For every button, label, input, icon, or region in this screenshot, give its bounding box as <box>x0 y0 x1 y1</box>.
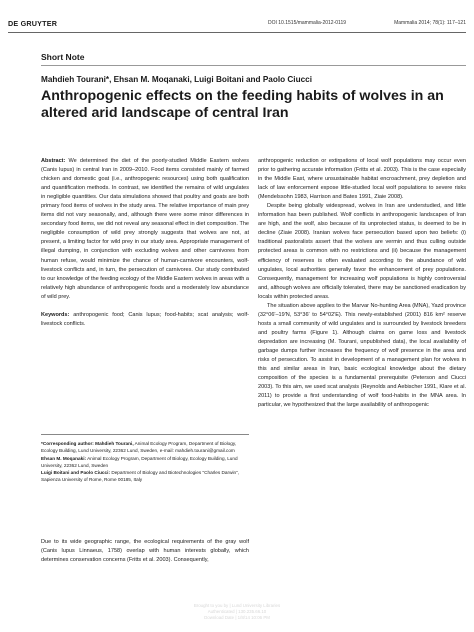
abstract <box>41 157 249 302</box>
corresponding-label: *Corresponding author: Mahdieh Tourani, <box>41 441 134 446</box>
section-label: Short Note <box>41 52 85 62</box>
body-paragraph-3: The situation above applies to the Marvar No-hunting Area (MNA), Yazd province (32°06′–19′N, 53°36′ to 54°02′E). This newly-established (2001) 816 km² reserve hosts a small community of wild ungulates and is surrounded by livestock breeders and poultry farms (Figure 1). Although claims on game loss and livestock depredation are increasing (M. Tourani, unpublished data), the local availability of garbage dumps further increases the frequency of wolf presence in the area and risks of persecution. To assist in development of a management plan for wolves in this and similar areas in Iran, basic ecological knowledge about the dietary composition of the species is a fundamental prerequisite (Peterson and Ciucci 2003). To this aim, we used scat analysis (Reynolds and Aebischer 1991, Klare et al. 2011) to provide a first understanding of wolf food-habits in the MNA area. In particular, we hypothesized that the large availability of anthropogenic <box>258 302 466 409</box>
left-column <box>41 157 249 329</box>
coauthor-label-2: Luigi Boitani and Paolo Ciucci: <box>41 470 111 476</box>
intro-paragraph <box>41 538 249 565</box>
coauthor-label-1: Ehsan M. Moqanaki: <box>41 455 87 461</box>
correspondence-block <box>41 440 249 484</box>
author-list: Mahdieh Tourani*, Ehsan M. Moqanaki, Luigi Boitani and Paolo Ciucci <box>41 75 312 84</box>
body-paragraph-2: Despite being globally widespread, wolves in Iran are understudied, and little information has been published. Wolf conflicts in anthropogenic landscapes of Iran are high, and the wolf, also because of its unprotected status, is deemed to be in decline (Ziaie 2008). Iranian wolves face persecution based upon two beliefs: (i) traditional pastoralists assert that the wolves are vermin and thus culling outside protected areas is common with no restrictions and (ii) because the management efficiency of reserves is often evaluated according to the abundance of wild ungulates, local authorities generally favor the enhancement of prey populations. Consequently, management for increasing wolf populations is highly controversial and, although wolves are officially tolerated, there may be sanctioned eradication by locals within protected areas. <box>258 203 466 300</box>
footnote-rule <box>41 434 249 435</box>
publisher-name: DE GRUYTER <box>8 19 58 28</box>
doi: DOI 10.1515/mammalia-2012-0119 <box>268 20 347 26</box>
header-rule <box>8 32 466 33</box>
keywords-text: anthropogenic food; Canis lupus; food-habits; scat analysis; wolf-livestock conflicts. <box>41 311 249 327</box>
article-title: Anthropogenic effects on the feeding habits of wolves in an altered arid landscape of central Iran <box>41 88 444 121</box>
abstract-label: Abstract: <box>41 158 66 164</box>
coauthor-address-1: Animal Ecology Program, Department of Biology, Ecology Building, Lund University, 22362 Lund, Sweden <box>41 455 238 468</box>
watermark-line-1: Brought to you by | Lund University Libraries <box>193 603 281 608</box>
keywords <box>41 311 249 329</box>
section-rule <box>41 65 466 66</box>
intro-text: Due to its wide geographic range, the ecological requirements of the gray wolf (Canis lupus Linnaeus, 1758) overlap with human interests globally, which determines conservation concerns (Fritts et al. 2003). Consequently, <box>41 539 249 564</box>
corresponding-address: Animal Ecology Program, Department of Biology, Ecology Building, Lund University, 22362 Lund, Sweden, e-mail: mahdieh.tourani@gmail.com <box>41 441 237 454</box>
download-watermark <box>0 603 474 622</box>
coauthor-address-2: Department of Biology and Biotechnologies “Charles Darwin”, Sapienza University of Rome, Rome 00185, Italy <box>41 470 239 483</box>
watermark-line-2: Authenticated | 130.235.66.10 <box>207 609 267 615</box>
keywords-label: Keywords: <box>41 311 70 318</box>
watermark-line-3: Download Date | 1/8/14 10:06 PM <box>204 615 270 621</box>
journal-citation: Mammalia 2014; 78(1): 117–121 <box>394 20 466 26</box>
body-paragraph-1: anthropogenic reduction or extirpations of local wolf populations may occur even prior to gathering accurate information (Fritts et al. 2003). This is the case especially in the Middle East, where unsustainable habitat encroachment, prey depletion and lack of law enforcement expose little-studied local wolf populations to severe risks (Mendelssohn 1983, Harrison and Bates 1991, Ziaie 2008). <box>258 158 466 201</box>
right-column <box>258 157 466 410</box>
abstract-text: We determined the diet of the poorly-studied Middle Eastern wolves (Canis lupus) in central Iran in 2009–2010. Food items consisted mainly of farmed chicken and domestic goat (i.e., anthropogenic resources) using both qualification and quantification methods. In contrast, we identified the remains of wild ungulates in negligible quantities. Our data simulations showed that poultry and goats are both primary food items of wolves in the study area. The relative importance of main prey items did not vary seasonally, and, although there were some minor differences in secondary food items, we did not reveal any seasonal effect in diet composition. The negligible consumption of wild prey strongly suggests that wolves are not, at present, a limiting factor for wild prey in our study area. Appropriate management of illegal dumping, in conjunction with excluding wolves and other carnivores from human refuse, would minimize the chance of human-carnivore encounters, wolf-livestock conflicts and, in turn, the persecution of carnivores. Our study contributed to our knowledge of the feeding ecology of the Middle Eastern wolves in areas with a relatively high abundance of anthropogenic foods and a moderately low abundance of wild prey. <box>41 158 249 300</box>
